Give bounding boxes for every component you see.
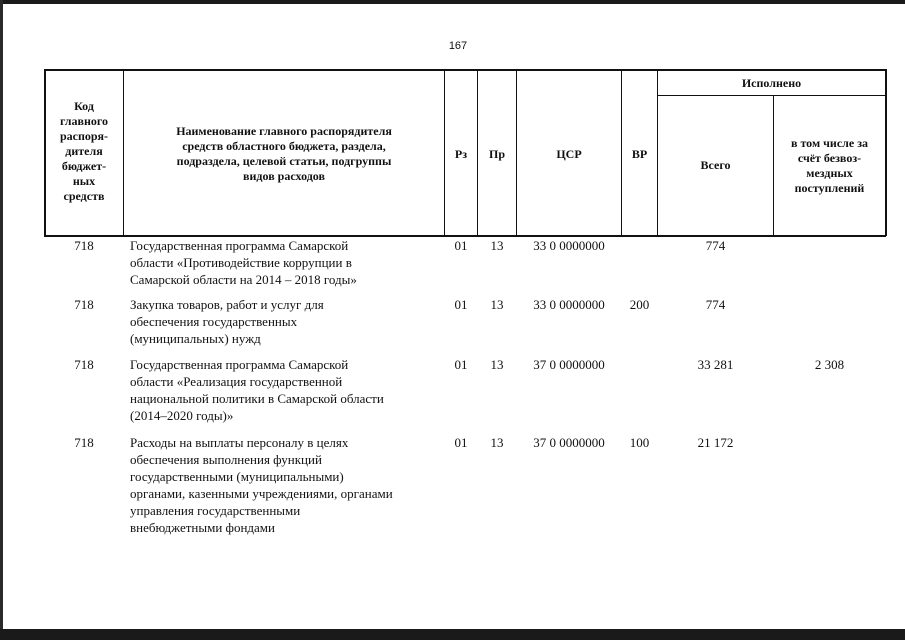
- cell-code: 718: [74, 357, 94, 372]
- header-vr: ВР: [631, 147, 648, 161]
- table-top-border: [44, 69, 886, 71]
- cell-rz: 01: [454, 357, 468, 372]
- cell-name: Закупка товаров, работ и услуг для обеспечения государственных (муниципальных) нужд: [130, 297, 324, 346]
- cell-rz: 01: [454, 238, 468, 253]
- cell-pr: 13: [490, 238, 504, 253]
- executed-subheader-border: [657, 95, 886, 96]
- scan-edge-bottom: [0, 629, 905, 640]
- header-pr: Пр: [488, 147, 505, 161]
- header-rz: Рз: [454, 147, 468, 161]
- cell-pr: 13: [490, 435, 504, 450]
- cell-pr: 13: [490, 357, 504, 372]
- header-csr: ЦСР: [556, 147, 582, 161]
- cell-incl: 2 308: [814, 357, 845, 372]
- cell-rz: 01: [454, 297, 468, 312]
- header-code: Код главного распоря- дителя бюджет- ных средств: [59, 99, 109, 203]
- cell-csr: 33 0 0000000: [533, 297, 605, 312]
- cell-code: 718: [74, 297, 94, 312]
- cell-name: Расходы на выплаты персоналу в целях обеспечения выполнения функций государственными (муниципальными) органами, казенными учреждениями, органами управления государственными внебюджетными фондами: [130, 435, 393, 535]
- cell-pr: 13: [490, 297, 504, 312]
- cell-csr: 33 0 0000000: [533, 238, 605, 253]
- col-border: [657, 69, 658, 236]
- cell-total: 21 172: [697, 435, 734, 450]
- cell-code: 718: [74, 238, 94, 253]
- cell-vr: 200: [629, 297, 650, 312]
- page-number: 167: [448, 40, 468, 52]
- header-name: Наименование главного распорядителя средств областного бюджета, раздела, подраздела, целевой статьи, подгруппы видов расходов: [176, 124, 392, 183]
- cell-code: 718: [74, 435, 94, 450]
- scan-edge-left: [0, 0, 3, 640]
- cell-rz: 01: [454, 435, 468, 450]
- cell-total: 774: [705, 238, 726, 253]
- cell-name: Государственная программа Самарской области «Реализация государственной национальной политики в Самарской области (2014–2020 годы)»: [130, 357, 384, 423]
- cell-vr: 100: [629, 435, 650, 450]
- cell-csr: 37 0 0000000: [533, 435, 605, 450]
- cell-total: 774: [705, 297, 726, 312]
- col-border: [885, 69, 887, 236]
- header-executed: Исполнено: [741, 76, 802, 90]
- cell-csr: 37 0 0000000: [533, 357, 605, 372]
- cell-name: Государственная программа Самарской области «Противодействие коррупции в Самарской области на 2014 – 2018 годы»: [130, 238, 357, 287]
- header-incl: в том числе за счёт безвоз- мездных поступлений: [790, 136, 869, 195]
- cell-total: 33 281: [697, 357, 734, 372]
- header-total: Всего: [700, 158, 731, 172]
- scan-edge-top: [0, 0, 905, 4]
